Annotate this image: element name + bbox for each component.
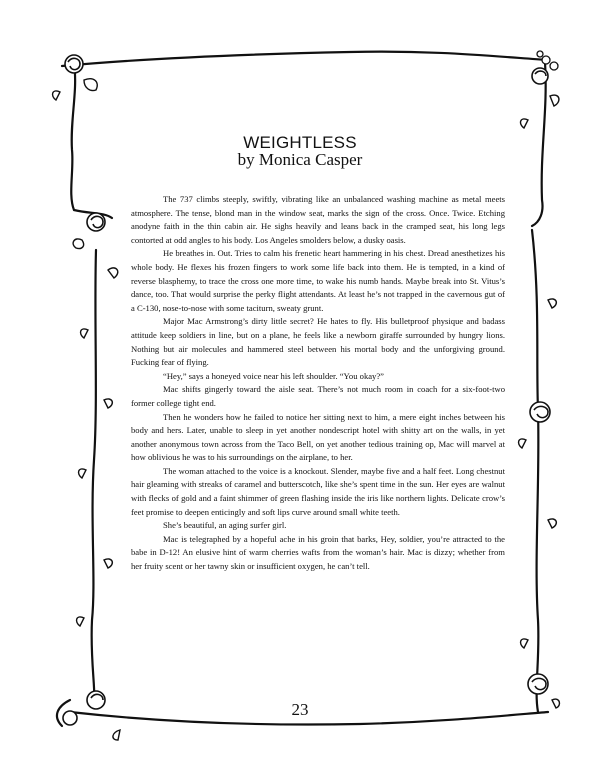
left-vine-lower [92, 250, 96, 705]
paragraph: The woman attached to the voice is a knockout. Slender, maybe five and a half feet. Long chestnut hair gleaming with streaks of caramel and butterscotch, like she’s spent time in the sun. Her eyes are walnut with flecks of gold and a faint shimmer of green flashing inside the iris like northern lights. Delicate crow’s feet promise to deepen enticingly and soft lips curve around small white teeth. [131, 465, 505, 517]
paragraph: Mac is telegraphed by a hopeful ache in his groin that barks, Hey, soldier, you’re attracted to the babe in D-12! An elusive hint of warm cherries wafts from the woman’s hair. Mac is dizzy; whether from her fruity scent or her tawny skin or insufficient oxygen, he can’t tell. [131, 533, 505, 572]
paragraph: The 737 climbs steeply, swiftly, vibrating like an unbalanced washing machine as metal meets atmosphere. The tense, blond man in the window seat, marks the sign of the cross. Once. Twice. Etching anodyne faith in the thin cabin air. He sighs heavily and leans back in the cramped seat, his long legs contorted at odd angles to his body. Los Angeles smolders below, a dusky oasis. [131, 194, 505, 245]
right-vine-lower [532, 230, 538, 712]
paragraph: Mac shifts gingerly toward the aisle seat. There’s not much room in coach for a six-foot-two former college tight end. [131, 384, 505, 408]
paragraph: She’s beautiful, an aging surfer girl. [163, 520, 287, 531]
paragraph: He breathes in. Out. Tries to calm his frenetic heart hammering in his chest. Dread anesthetizes his whole body. He flexes his frozen fingers to work some life back into them. He is tempted, in a kind of reverse blasphemy, to trace the cross one more time, to wake his numb hands. Maybe break into St. Vitus’s dance, too. That would surprise the perky flight attendants. At least he’s not trapped in the cavernous gut of a C-130, nose-to-nose with some taciturn, sweaty grunt. [131, 248, 505, 313]
paragraph: Major Mac Armstrong’s dirty little secret? He hates to fly. His bulletproof physique and badass attitude keep soldiers in line, but on a plane, he feels like a newborn giraffe surrounded by hungry lions. Nothing but air molecules and hammered steel between his mortal body and the unforgiving ground. Fucking fear of flying. [131, 316, 505, 368]
paragraph: “Hey,” says a honeyed voice near his left shoulder. “You okay?” [163, 370, 384, 381]
story-body [131, 193, 505, 574]
paragraph: Then he wonders how he failed to notice her sitting next to him, a mere eight inches between his body and hers. Later, unable to sleep in yet another nondescript hotel with shitty art on the walls, in yet another anonymous town across from the Taco Bell, on yet another tedious training op, Mac will marvel at how oblivious he was to his surroundings on the airplane, to her. [131, 411, 505, 463]
story-author: by Monica Casper [237, 150, 363, 169]
page-number: 23 [291, 700, 309, 719]
story-title: WEIGHTLESS [243, 133, 357, 152]
top-vine [62, 52, 548, 66]
